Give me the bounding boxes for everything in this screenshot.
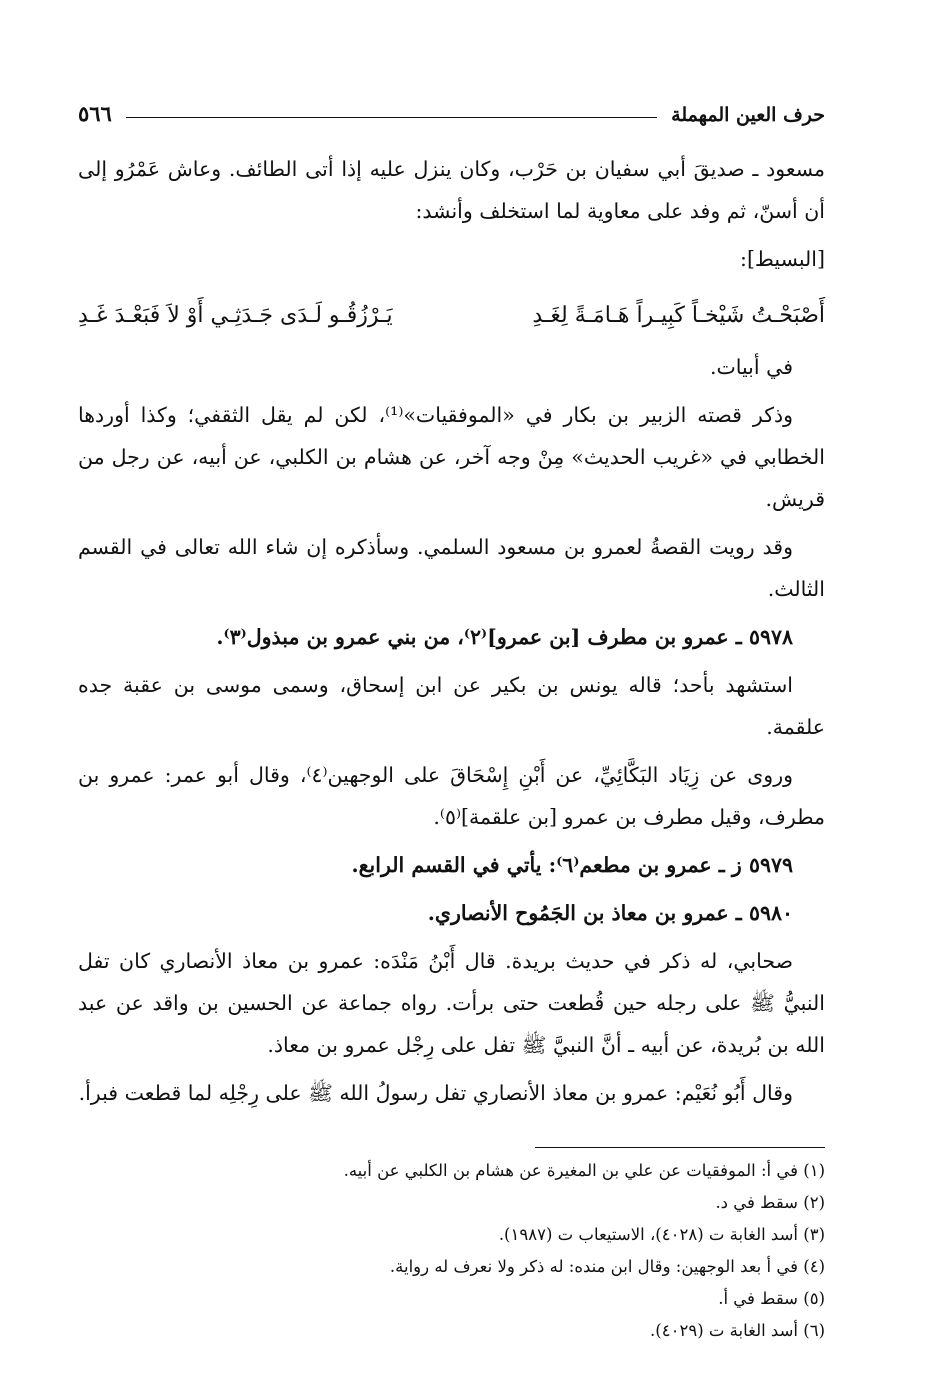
paragraph-1: مسعود ـ صديقَ أبي سفيان بن حَرْب، وكان ينزل عليه إذا أتى الطائف. وعاش عَمْرُو إلى أن أسنّ، ثم وفد على معاوية لما استخلف وأنشد: (78, 157, 825, 223)
paragraph-5: استشهد بأحد؛ قاله يونس بن بكير عن ابن إسحاق، وسمى موسى بن عقبة جده علقمة. (78, 673, 825, 739)
entry-5979-title: ٥٩٧٩ ز ـ عمرو بن مطعم⁽٦⁾: يأتي في القسم الرابع. (351, 853, 793, 877)
verse-first-hemistich: أَصْبَحْـتُ شَيْخـاً كَبِيـراً هَـامَـةً لِغَـدِ (532, 303, 825, 328)
header-title: حرف العين المهملة (671, 104, 825, 126)
paragraph-6: وروى عن زِيَاد البَكَّائِيِّ، عن أَبْنِ إِسْحَاقَ على الوجهين⁽٤⁾، وقال أبو عمر: عمرو بن مطرف، وقيل مطرف بن عمرو [بن علقمة]⁽٥⁾. (78, 763, 825, 829)
paragraph-4: وقد رويت القصةُ لعمرو بن مسعود السلمي. وسأذكره إن شاء الله تعالى في القسم الثالث. (78, 535, 825, 601)
poem-verse (78, 286, 825, 346)
main-text (78, 148, 825, 1120)
entry-5978-title: ٥٩٧٨ ـ عمرو بن مطرف [بن عمرو]⁽٢⁾، من بني عمرو بن مبذول⁽٣⁾. (216, 625, 793, 649)
footnote-rule (535, 1147, 825, 1148)
footnotes (78, 1155, 825, 1347)
footnote-3: (٣) أسد الغابة ت (٤٠٢٨)، الاستيعاب ت (١٩٨٧). (498, 1225, 825, 1244)
footnote-2: (٢) سقط في د. (715, 1193, 825, 1212)
footnote-1: (١) في أ: الموفقيات عن علي بن المغيرة عن هشام بن الكلبي عن أبيه. (343, 1161, 825, 1180)
page-number: ٥٦٦ (78, 101, 112, 126)
running-header (78, 96, 825, 126)
footnote-6: (٦) أسد الغابة ت (٤٠٢٩). (650, 1321, 825, 1340)
paragraph-2: في أبيات. (709, 355, 793, 379)
header-rule (126, 117, 657, 118)
paragraph-8: وقال أَبُو نُعَيْم: عمرو بن معاذ الأنصاري تفل رسولُ الله ﷺ على رِجْلِه لما قطعت فبرأ. (78, 1081, 793, 1105)
paragraph-3: وذكر قصته الزبير بن بكار في «الموفقيات»⁽¹⁾، لكن لم يقل الثقفي؛ وكذا أوردها الخطابي في «غريب الحديث» مِنْ وجه آخر، عن هشام بن الكلبي، عن أبيه، عن رجل من قريش. (78, 403, 825, 511)
meter-label: [البسيط]: (740, 247, 825, 271)
footnote-4: (٤) في أ بعد الوجهين: وقال ابن منده: له ذكر ولا نعرف له رواية. (389, 1257, 825, 1276)
paragraph-7: صحابي، له ذكر في حديث بريدة. قال أَبْنُ مَنْدَه: عمرو بن معاذ الأنصاري كان تفل النبيُّ ﷺ على رجله حين قُطعت حتى برأت. رواه جماعة عن الحسين بن واقد عن عبد الله بن بُريدة، عن أبيه ـ أنَّ النبيَّ ﷺ تفل على رِجْل عمرو بن معاذ. (78, 949, 825, 1057)
footnote-5: (٥) سقط في أ. (718, 1289, 825, 1308)
entry-5980-title: ٥٩٨٠ ـ عمرو بن معاذ بن الجَمُوح الأنصاري. (427, 901, 793, 925)
verse-second-hemistich: يَـرْزُقُـو لَـدَى جَـدَثِـي أَوْ لاَ فَبَعْـدَ غَـدِ (78, 303, 393, 328)
